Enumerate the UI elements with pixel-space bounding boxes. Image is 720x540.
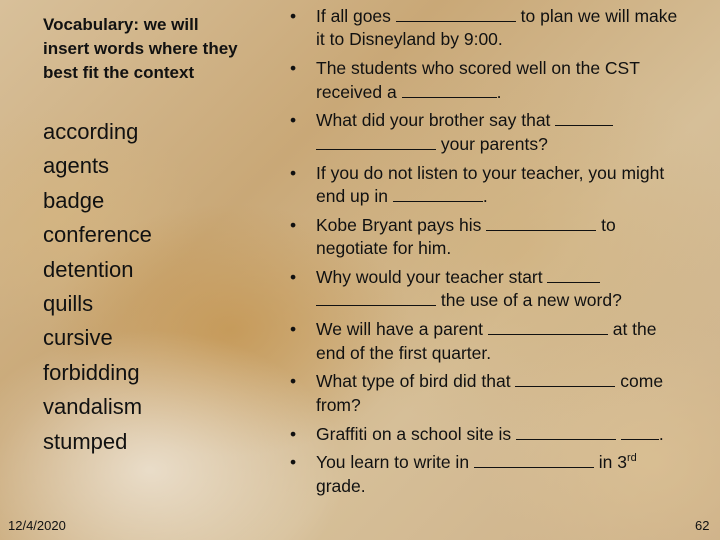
bullet-icon: • <box>290 319 297 340</box>
bullet-icon: • <box>290 214 297 235</box>
vocabulary-word: forbidding <box>43 359 140 385</box>
answer-blank[interactable] <box>474 452 594 468</box>
bullet-icon: • <box>290 58 297 79</box>
sentence-item <box>290 266 690 313</box>
sentence-item <box>290 5 690 52</box>
fill-in-sentence-list <box>290 5 690 504</box>
slide-number: 62 <box>695 518 710 533</box>
instructions-heading: Vocabulary: we will insert words where they best fit the context <box>43 15 238 82</box>
sentence-text-before: What type of bird did that <box>316 371 516 392</box>
answer-blank-continued[interactable] <box>316 290 436 306</box>
sentence-item <box>290 451 690 498</box>
sentence-text-after: to plan we will make it to Disneyland by 9:00. <box>316 6 678 50</box>
sentence-item <box>290 370 690 417</box>
vocabulary-word: cursive <box>43 325 113 351</box>
answer-blank-continued[interactable] <box>316 134 436 150</box>
sentence-text-before: You learn to write in <box>316 452 474 473</box>
sentence-text-before: Graffiti on a school site is <box>316 423 517 444</box>
sentence-text-after: . <box>658 423 664 444</box>
sentence-item <box>290 109 690 156</box>
sentence-text-before: If you do not listen to your teacher, you might end up in <box>316 162 665 207</box>
answer-blank[interactable] <box>486 215 596 231</box>
answer-blank[interactable] <box>555 110 613 126</box>
sentence-text-after: the use of a new word? <box>436 290 622 311</box>
sentence-text-after: come from? <box>316 371 664 415</box>
answer-blank[interactable] <box>393 186 483 202</box>
vocabulary-word: conference <box>43 222 152 248</box>
bullet-icon: • <box>290 267 297 288</box>
vocabulary-word-list <box>43 115 152 459</box>
answer-blank[interactable] <box>516 424 616 440</box>
sentence-text-before: Why would your teacher start <box>316 267 548 288</box>
sentence-item <box>290 214 690 261</box>
sentence-item <box>290 318 690 365</box>
sentence-text-after: . <box>482 186 488 207</box>
sentence-text-after: to negotiate for him. <box>316 214 616 259</box>
answer-blank[interactable] <box>547 267 600 283</box>
bullet-icon: • <box>290 110 297 131</box>
answer-blank[interactable] <box>488 319 608 335</box>
sentence-text-before: If all goes <box>316 6 396 26</box>
vocabulary-word: according <box>43 119 139 144</box>
sentence-text-before: What did your brother say that <box>316 110 556 131</box>
answer-blank[interactable] <box>402 82 497 98</box>
sentence-text-after: . <box>496 81 502 102</box>
sentence-text-after: at the end of the first quarter. <box>316 319 657 363</box>
sentence-item <box>290 423 690 446</box>
sentence-text-after: your parents? <box>436 133 548 154</box>
bullet-icon: • <box>290 162 297 183</box>
sentence-text-after: in 3 <box>593 452 627 473</box>
sentence-text-before: The students who scored well on the CST received a <box>316 58 640 102</box>
bullet-icon: • <box>290 371 297 392</box>
bullet-icon: • <box>290 423 297 444</box>
vocabulary-word: quills <box>43 291 94 317</box>
sentence-item <box>290 57 690 104</box>
sentence-text-tail: grade. <box>316 475 366 496</box>
sentence-text-before: We will have a parent <box>316 319 488 340</box>
vocabulary-word: agents <box>43 153 110 179</box>
answer-blank[interactable] <box>396 6 516 22</box>
slide-date: 12/4/2020 <box>8 518 66 533</box>
vocabulary-word: vandalism <box>43 394 143 420</box>
sentence-item <box>290 162 690 209</box>
vocabulary-word: stumped <box>43 428 128 454</box>
vocabulary-word: badge <box>43 187 105 213</box>
bullet-icon: • <box>290 452 297 473</box>
sentence-text-before: Kobe Bryant pays his <box>316 214 487 235</box>
vocabulary-word: detention <box>43 256 134 282</box>
answer-blank-continued[interactable] <box>621 424 659 440</box>
answer-blank[interactable] <box>515 371 615 387</box>
bullet-icon: • <box>290 6 297 26</box>
ordinal-suffix: rd <box>627 452 637 465</box>
